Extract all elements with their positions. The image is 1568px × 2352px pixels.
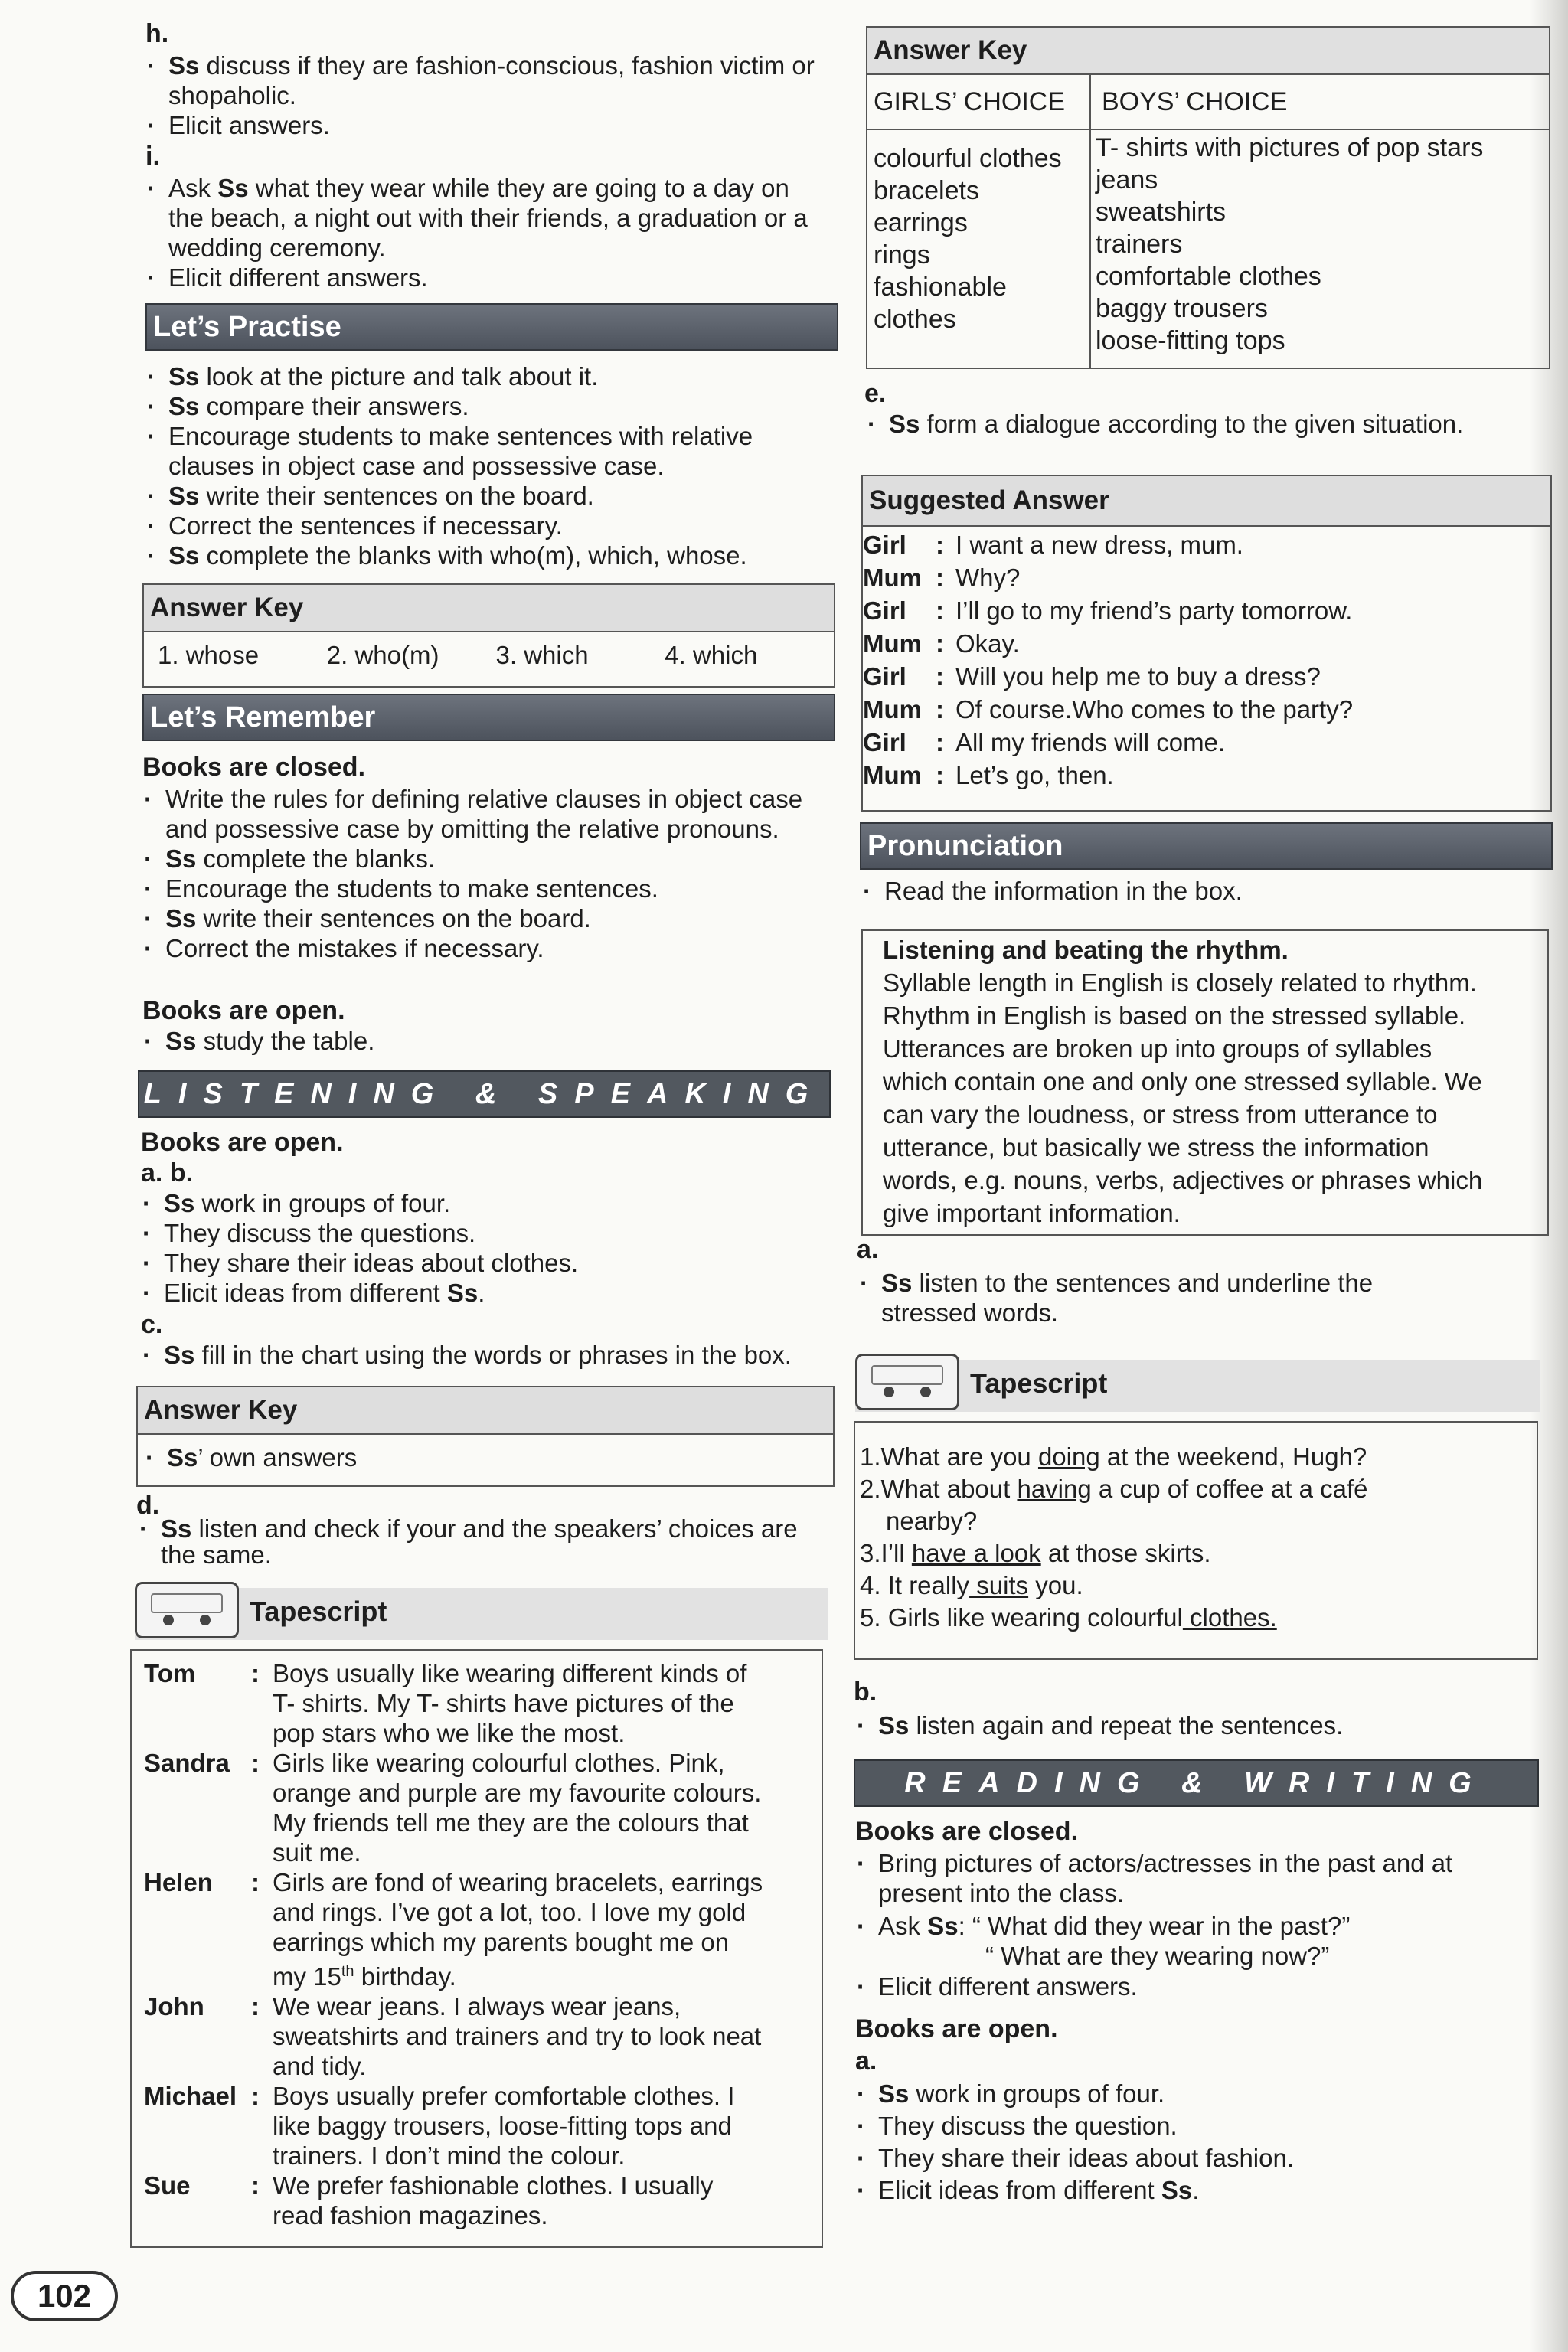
section-e-bullets [861, 409, 1550, 439]
books-closed: Books are closed. [142, 753, 366, 782]
books-open: Books are open. [855, 2014, 1058, 2043]
bullet: · They discuss the questions. [136, 1218, 825, 1248]
dialogue-text [273, 1991, 809, 2081]
section-b-bullets [851, 1710, 1540, 1740]
reading-writing-header: READING & WRITING [854, 1759, 1539, 1807]
tapescript-sentence: 5. Girls like wearing colourful clothes. [860, 1603, 1277, 1632]
bullet: · Read the information in the box. [857, 876, 1546, 906]
rhythm-box-line: Syllable length in English is closely related to rhythm. [883, 969, 1477, 997]
section-e-label: e. [864, 379, 887, 408]
cassette-window [871, 1365, 943, 1385]
dialogue-text [273, 2171, 809, 2230]
table-cell: colourful clothes [874, 144, 1062, 173]
tapescript-sentence-cont: nearby? [886, 1507, 978, 1535]
dialogue-line: sweatshirts and trainers and try to look neat [273, 2022, 762, 2050]
section-h-label: h. [145, 19, 169, 48]
suggested-answer-title: Suggested Answer [863, 476, 1550, 527]
dialogue-row [863, 693, 1550, 726]
answer-key-row [144, 632, 834, 678]
suggested-dialogue [863, 527, 1550, 792]
bullet: · Ss listen to the sentences and underline the stressed words. [854, 1268, 1466, 1328]
pronunciation-header: Pronunciation [860, 822, 1553, 870]
dialogue-text [273, 2081, 809, 2171]
dialogue-text [273, 1658, 809, 1748]
bullet: · They share their ideas about clothes. [136, 1248, 825, 1278]
cassette-tape-icon [135, 1582, 239, 1638]
dialogue-row [863, 528, 1550, 561]
dialogue-row [863, 759, 1550, 792]
books-open: Books are open. [141, 1128, 344, 1157]
dialogue-line: I want a new dress, mum. [956, 531, 1243, 559]
bullet: · Ask Ss what they wear while they are going to a day on the beach, a night out with their friends, a graduation or a wedding ceremony. [141, 173, 830, 263]
section-c-label: c. [141, 1310, 163, 1339]
dialogue-line: like baggy trousers, loose-fitting tops and [273, 2112, 732, 2140]
dialogue-row [863, 660, 1550, 693]
bullet: · Ss complete the blanks with who(m), which, whose. [141, 541, 830, 570]
dialogue-line: Let’s go, then. [956, 761, 1114, 789]
tapescript-title: Tapescript [250, 1596, 387, 1627]
table-cell: rings [874, 240, 930, 270]
table-cell: baggy trousers [1096, 294, 1268, 323]
bullet: · Correct the sentences if necessary. [141, 511, 830, 541]
answer-item: · Ss’ own answers [139, 1435, 833, 1481]
answer-key-title: Answer Key [144, 585, 834, 632]
rhythm-box-line: utterance, but basically we stress the information [883, 1133, 1429, 1161]
dialogue-line: my 15th birthday. [273, 1962, 456, 1991]
dialogue-row [144, 2081, 809, 2171]
page-number: 102 [11, 2271, 118, 2321]
bullet: · Correct the mistakes if necessary. [138, 933, 827, 963]
section-a-bullets [854, 1268, 1466, 1328]
answer-key-choice-table [866, 26, 1550, 369]
bullet: · Ss fill in the chart using the words or phrases in the box. [136, 1340, 841, 1370]
bullet-continuation: “ What are they wearing now?” [985, 1942, 1330, 1970]
section-d-label: d. [136, 1491, 160, 1520]
section-i-bullets [141, 173, 830, 292]
speaker-name: Mum [863, 629, 922, 658]
section-a-label: a. [855, 2047, 877, 2076]
dialogue-line: orange and purple are my favourite colours. [273, 1779, 762, 1807]
bullet: · Elicit ideas from different Ss. [851, 2174, 1524, 2207]
dialogue-line: All my friends will come. [956, 728, 1226, 756]
dialogue-line: Okay. [956, 629, 1020, 658]
dialogue-line: read fashion magazines. [273, 2201, 548, 2230]
bullet: · Elicit answers. [141, 110, 830, 140]
bullet: · Ss form a dialogue according to the given situation. [861, 409, 1550, 439]
pronunciation-bullets [857, 876, 1546, 906]
speaker-colon: : [251, 2082, 260, 2110]
speaker-colon: : [251, 1992, 260, 2020]
bullet: · Ask Ss: “ What did they wear in the past?” [851, 1911, 1524, 1941]
bullet: · Write the rules for defining relative clauses in object case and possessive case by omitting the relative pronouns. [138, 784, 827, 844]
table-cell: fashionable [874, 273, 1007, 302]
speaker-name: Michael [144, 2082, 237, 2110]
dialogue-line: We wear jeans. I always wear jeans, [273, 1992, 681, 2020]
tapescript-sentence: 1.What are you doing at the weekend, Hugh? [860, 1442, 1367, 1471]
tapescript-box [130, 1649, 823, 2248]
dialogue-line: I’ll go to my friend’s party tomorrow. [956, 596, 1353, 625]
table-cell: jeans [1096, 165, 1158, 194]
dialogue-row [863, 594, 1550, 627]
dialogue-row [863, 627, 1550, 660]
dialogue-row [144, 1867, 809, 1991]
dialogue-line: pop stars who we like the most. [273, 1719, 626, 1747]
speaker-colon: : [251, 1868, 260, 1896]
dialogue-line: trainers. I don’t mind the colour. [273, 2141, 626, 2170]
answer-key-title: Answer Key [138, 1387, 833, 1435]
dialogue-line: Will you help me to buy a dress? [956, 662, 1321, 691]
section-h-bullets [141, 51, 830, 140]
girls-choice-list [867, 130, 1091, 368]
cassette-window [151, 1593, 223, 1613]
dialogue-line: Girls are fond of wearing bracelets, earrings [273, 1868, 763, 1896]
table-cell: T- shirts with pictures of pop stars [1096, 133, 1484, 162]
speaker-name: Mum [863, 564, 922, 592]
speaker-name: Tom [144, 1659, 196, 1687]
rhythm-box-line: can vary the loudness, or stress from utterance to [883, 1100, 1438, 1129]
section-a-label: a. [857, 1235, 879, 1264]
speaker-name: Helen [144, 1868, 213, 1896]
dialogue-line: Boys usually prefer comfortable clothes. I [273, 2082, 735, 2110]
speaker-name: Girl [863, 531, 906, 559]
speaker-colon: : [936, 662, 944, 691]
dialogue-line: Of course.Who comes to the party? [956, 695, 1354, 724]
reading-bullets [851, 1848, 1524, 2001]
dialogue-line: earrings which my parents bought me on [273, 1928, 730, 1956]
speaker-colon: : [251, 1749, 260, 1777]
rhythm-box-line: words, e.g. nouns, verbs, adjectives or phrases which [883, 1166, 1483, 1194]
speaker-colon: : [251, 2171, 260, 2200]
dialogue-text [273, 1867, 809, 1991]
cassette-reel [163, 1615, 174, 1625]
dialogue-row [863, 561, 1550, 594]
listening-speaking-header: LISTENING & SPEAKING [138, 1070, 831, 1118]
speaker-colon: : [936, 531, 944, 559]
bullet: · Ss discuss if they are fashion-conscious, fashion victim or shopaholic. [141, 51, 830, 110]
table-cell: earrings [874, 208, 968, 237]
dialogue-line: and tidy. [273, 2052, 367, 2080]
dialogue-line: Why? [956, 564, 1021, 592]
dialogue-row [144, 2171, 809, 2230]
speaker-name: John [144, 1992, 204, 2020]
rhythm-box-line: give important information. [883, 1199, 1181, 1227]
answer-key-box-2 [136, 1386, 835, 1487]
listening-bullets [136, 1188, 825, 1308]
lets-remember-header: Let’s Remember [142, 694, 835, 741]
speaker-name: Girl [863, 662, 906, 691]
dialogue-line: and rings. I’ve got a lot, too. I love my gold [273, 1898, 746, 1926]
speaker-colon: : [936, 596, 944, 625]
speaker-name: Mum [863, 695, 922, 724]
tapescript-sentence: 4. It really suits you. [860, 1571, 1083, 1599]
dialogue-line: T- shirts. My T- shirts have pictures of the [273, 1689, 734, 1717]
answer-item: 3. which [495, 641, 589, 669]
rhythm-box-title: Listening and beating the rhythm. [883, 936, 1289, 964]
table-cell: loose-fitting tops [1096, 326, 1285, 355]
speaker-colon: : [251, 1659, 260, 1687]
table-cell: sweatshirts [1096, 198, 1227, 227]
speaker-name: Girl [863, 596, 906, 625]
cassette-tape-icon [855, 1354, 959, 1410]
dialogue-line: We prefer fashionable clothes. I usually [273, 2171, 714, 2200]
bullet: · Ss compare their answers. [141, 391, 830, 421]
bullet: · Ss listen and check if your and the speakers’ choices are the same. [133, 1516, 822, 1568]
dialogue-row [144, 1748, 809, 1867]
rhythm-box-line: which contain one and only one stressed syllable. We [883, 1067, 1482, 1096]
answer-item: 2. who(m) [326, 641, 439, 669]
speaker-colon: : [936, 695, 944, 724]
dialogue-line: Girls like wearing colourful clothes. Pink, [273, 1749, 725, 1777]
bullet: · Encourage students to make sentences with relative clauses in object case and possessive case. [141, 421, 830, 481]
bullet: · Elicit ideas from different Ss. [136, 1278, 825, 1308]
answer-key-title: Answer Key [867, 28, 1549, 75]
dialogue-line: suit me. [273, 1838, 361, 1867]
bullet: · They share their ideas about fashion. [851, 2142, 1524, 2174]
speaker-colon: : [936, 728, 944, 756]
bullet: · They discuss the question. [851, 2110, 1524, 2142]
cassette-reel [200, 1615, 211, 1625]
table-cell: trainers [1096, 230, 1183, 259]
speaker-colon: : [936, 629, 944, 658]
dialogue-row [144, 1658, 809, 1748]
tapescript-header [855, 1360, 1540, 1412]
lets-practise-bullets [141, 361, 830, 570]
table-cell: clothes [874, 305, 956, 334]
section-d-bullets [133, 1516, 822, 1568]
bullet: · Ss complete the blanks. [138, 844, 827, 874]
bullet: · Bring pictures of actors/actresses in the past and at present into the class. [851, 1848, 1524, 1908]
rhythm-info-box [861, 929, 1549, 1236]
lets-remember-bullets-2 [138, 1026, 827, 1056]
speaker-colon: : [936, 761, 944, 789]
bullet: · Ss write their sentences on the board. [138, 903, 827, 933]
dialogue-row [144, 1991, 809, 2081]
dialogue-row [863, 726, 1550, 759]
table-body-row [867, 130, 1549, 368]
boys-choice-header: BOYS’ CHOICE [1102, 87, 1288, 116]
speaker-name: Girl [863, 728, 906, 756]
section-i-label: i. [145, 142, 160, 171]
table-cell: comfortable clothes [1096, 262, 1321, 291]
tapescript-title: Tapescript [970, 1367, 1108, 1399]
bullet: · Elicit different answers. [851, 1971, 1524, 2001]
tapescript-sentences-box [854, 1421, 1538, 1660]
suggested-answer-box [861, 475, 1552, 812]
cassette-reel [884, 1387, 894, 1397]
girls-choice-header: GIRLS’ CHOICE [867, 75, 1091, 129]
cassette-reel [920, 1387, 931, 1397]
bullet: · Ss study the table. [138, 1026, 827, 1056]
boys-choice-list [1091, 130, 1549, 368]
lets-remember-bullets [138, 784, 827, 963]
rhythm-box-line: Utterances are broken up into groups of syllables [883, 1034, 1432, 1063]
dialogue-text [273, 1748, 809, 1867]
tapescript-header [135, 1588, 828, 1640]
books-closed: Books are closed. [855, 1817, 1079, 1846]
speaker-name: Mum [863, 761, 922, 789]
speaker-colon: : [936, 564, 944, 592]
rhythm-box-line: Rhythm in English is based on the stressed syllable. [883, 1001, 1466, 1030]
bullet: · Encourage the students to make sentences. [138, 874, 827, 903]
table-cell: bracelets [874, 176, 979, 205]
lets-practise-header: Let’s Practise [145, 303, 838, 351]
answer-item: 1. whose [158, 641, 260, 669]
speaker-name: Sandra [144, 1749, 230, 1777]
answer-key-box-1 [142, 583, 835, 688]
reading-bullets-2 [851, 2078, 1524, 2207]
answer-item: 4. which [665, 641, 758, 669]
bullet: · Ss listen again and repeat the sentences. [851, 1710, 1540, 1740]
books-open: Books are open. [142, 996, 345, 1025]
table-header-row [867, 75, 1549, 130]
tapescript-sentence: 2.What about having a cup of coffee at a café [860, 1475, 1368, 1503]
bullet: · Elicit different answers. [141, 263, 830, 292]
dialogue-line: My friends tell me they are the colours that [273, 1808, 749, 1837]
section-c-bullets [136, 1340, 841, 1370]
speaker-name: Sue [144, 2171, 191, 2200]
section-ab-label: a. b. [141, 1158, 194, 1187]
bullet: · Ss look at the picture and talk about it. [141, 361, 830, 391]
dialogue-line: Boys usually like wearing different kinds of [273, 1659, 747, 1687]
bullet: · Ss write their sentences on the board. [141, 481, 830, 511]
bullet: · Ss work in groups of four. [851, 2078, 1524, 2110]
tapescript-sentence: 3.I’ll have a look at those skirts. [860, 1539, 1211, 1567]
section-b-label: b. [854, 1677, 877, 1707]
bullet: · Ss work in groups of four. [136, 1188, 825, 1218]
